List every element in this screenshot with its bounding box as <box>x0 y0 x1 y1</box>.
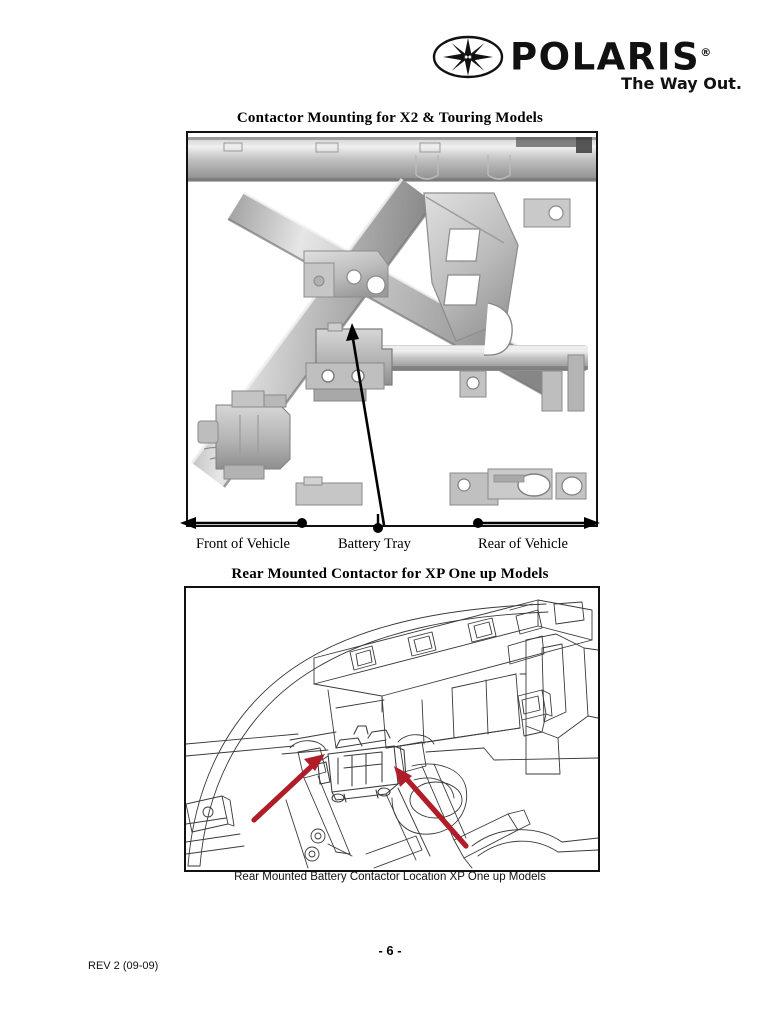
figure-1-callout-row <box>178 514 602 560</box>
rear-of-vehicle-arrow-icon <box>473 517 600 529</box>
callout-label-battery-tray: Battery Tray <box>338 536 411 552</box>
front-of-vehicle-arrow-icon <box>180 517 307 529</box>
callout-label-rear-of-vehicle: Rear of Vehicle <box>478 536 568 552</box>
callout-label-front-of-vehicle: Front of Vehicle <box>196 536 290 552</box>
polaris-wordmark <box>510 33 730 79</box>
revision-label: REV 2 (09-09) <box>88 960 159 972</box>
figure-1-image <box>186 131 598 527</box>
brand-name: POLARIS <box>510 35 701 79</box>
figure-2-caption: Rear Mounted Battery Contactor Location XP One up Models <box>234 871 546 883</box>
upper-frame-rail <box>188 137 596 182</box>
upper-left-mounting-plate <box>304 251 388 297</box>
figure-2-wireframe-render <box>186 588 598 870</box>
page-number: - 6 - <box>378 943 402 958</box>
right-upper-small-bracket <box>524 199 570 227</box>
callout-direction-markers <box>178 514 602 538</box>
figure-2-title: Rear Mounted Contactor for XP One up Models <box>231 566 549 582</box>
figure-2-image <box>184 586 600 872</box>
polaris-logo <box>432 33 742 95</box>
figure-1-cad-render <box>188 133 596 525</box>
figure-1-title: Contactor Mounting for X2 & Touring Models <box>236 110 544 126</box>
battery-tray-leader-dot-icon <box>373 514 383 533</box>
polaris-compass-star-icon <box>432 35 504 79</box>
brand-tagline: The Way Out. <box>621 74 742 93</box>
registered-trademark-mark: ® <box>700 46 713 59</box>
